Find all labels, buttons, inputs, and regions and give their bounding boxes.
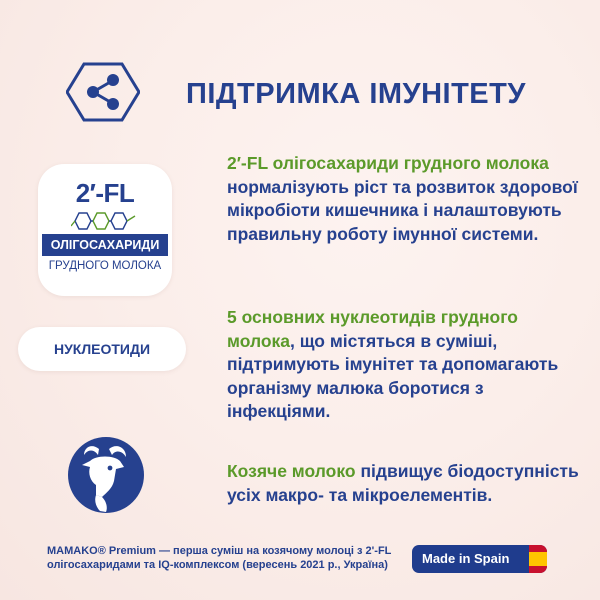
- section1-highlight: 2′-FL олігосахариди грудного молока: [227, 153, 549, 173]
- oligosaccharides-logo: [38, 164, 172, 296]
- molecule-share-icon: [66, 62, 140, 122]
- made-in-label: Made in Spain: [422, 551, 510, 566]
- made-in-spain-badge: [412, 545, 547, 573]
- goat-icon: [66, 435, 146, 515]
- milk-label: ГРУДНОГО МОЛОКА: [48, 260, 162, 272]
- section1-body: нормалізують ріст та розвиток здорової мікробіоти кишечника і налаштовують правильну роботу імунної системи.: [227, 176, 578, 244]
- nucleotides-badge: НУКЛЕОТИДИ: [18, 327, 186, 371]
- spain-flag-icon: [529, 545, 547, 573]
- section3-highlight: Козяче молоко: [227, 461, 356, 481]
- section1-text: [227, 152, 587, 246]
- fl-label: 2′-FL: [75, 178, 135, 208]
- molecule-icon: [71, 210, 139, 232]
- section3-body: підвищує біодоступність усіх макро- та мікроелементів.: [227, 461, 579, 505]
- section2-highlight: 5 основних нуклеотидів грудного молока: [227, 307, 518, 351]
- oligo-label: ОЛІГОСАХАРИДИ: [42, 234, 168, 256]
- section2-text: [227, 306, 587, 424]
- section2-body: , що містяться в суміші, підтримують імунітет та допомагають організму малюка боротися з інфекціями.: [227, 330, 559, 421]
- page-title: ПІДТРИМКА ІМУНІТЕТУ: [186, 78, 526, 110]
- section3-text: [227, 460, 587, 507]
- footer-note: MAMAKO® Premium — перша суміш на козячому молоці з 2'-FL олігосахаридами та IQ-комплексом (вересень 2021 р., Україна): [47, 545, 392, 571]
